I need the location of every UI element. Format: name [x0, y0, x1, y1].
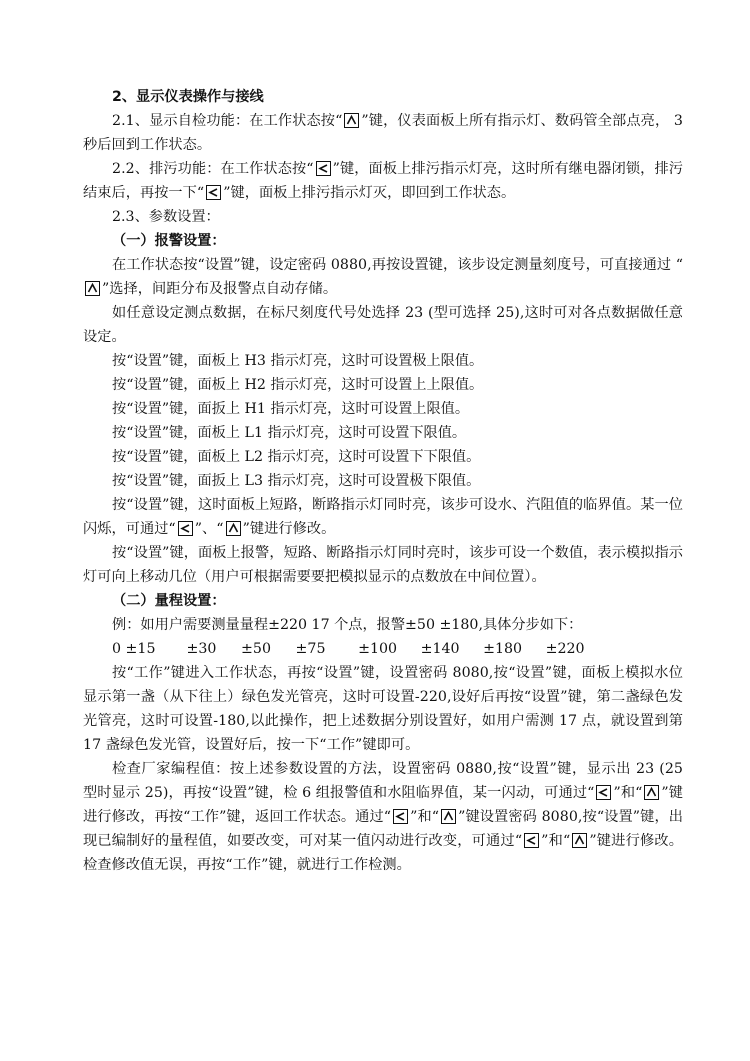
alarm-paragraph-4: 按“设置”键，面板上报警，短路、断路指示灯同时亮时，该步可设一个数值，表示模拟指示灯可向上移动几位（用户可根据需要要把模拟显示的点数放在中间位置）。: [83, 545, 683, 585]
range-p2-text-a: 检查厂家编程值：按上述参数设置的方法，设置密码 0880,按“设置”键，显示出 23 (25 型时显示 25)，再按“设置”键，检 6 组报警值和水阻临界值，某一闪动，可通过“: [83, 761, 683, 801]
document-content: [83, 85, 683, 877]
alarm-paragraph-3: [83, 493, 683, 541]
range-p2-text-e: ”键设置密码 8080,按“设置”键，出现已编制好的量程值，如要改变，可对某一值闪动进行改变，可通过“: [83, 809, 683, 849]
range-p2-text-f: ”和“: [541, 833, 571, 849]
alarm-line-l2: 按“设置”键，面板上 L2 指示灯亮，这时可设置下下限值。: [112, 449, 481, 465]
range-value: ±50: [241, 641, 271, 657]
alarm-paragraph-1: [83, 253, 683, 301]
range-paragraph-2: [83, 757, 683, 877]
range-setting-title: [83, 589, 683, 613]
alarm-paragraph-2: 如任意设定测点数据，在标尺刻度代号处选择 23 (型可选择 25),这时可对各点数据做任意设定。: [83, 305, 683, 345]
up-arrow-key-icon: [85, 281, 100, 296]
left-arrow-key-icon: [178, 521, 193, 536]
alarm-line-h3: 按“设置”键，面板上 H3 指示灯亮，这时可设置极上限值。: [112, 353, 484, 369]
range-value: ±75: [295, 641, 326, 657]
up-arrow-key-icon: [644, 785, 659, 800]
range-value: ±140: [420, 641, 460, 657]
self-test-text-b: ”键，仪表面板上所有指示灯、数码管全部点亮， 3 秒后回到工作状态。: [83, 113, 683, 153]
left-arrow-key-icon: [316, 161, 331, 176]
up-arrow-key-icon: [572, 833, 587, 848]
alarm-p1-text-a: 在工作状态按“设置”键，设定密码 0880,再按设置键，该步设定测量刻度号，可直接通过 “: [112, 257, 683, 273]
self-test-text-a: 2.1、显示自检功能：在工作状态按“: [112, 113, 343, 129]
paragraph-self-test: [83, 109, 683, 157]
alarm-title-text: （一）报警设置：: [112, 233, 226, 249]
up-arrow-key-icon: [226, 521, 241, 536]
up-arrow-key-icon: [441, 809, 456, 824]
alarm-p3-text-b: ”、“: [194, 521, 224, 537]
range-p2-text-b: ”和“: [613, 785, 643, 801]
alarm-line-l1: 按“设置”键，面板上 L1 指示灯亮，这时可设置下限值。: [112, 425, 467, 441]
left-arrow-key-icon: [206, 185, 221, 200]
drain-text-b: ”键，面板上排污指示灯亮，这时所有继电器闭锁，排污结束后，再按一下“: [83, 161, 683, 201]
left-arrow-key-icon: [393, 809, 408, 824]
range-value: ±30: [186, 641, 217, 657]
range-p2-text-c: ”键进行修改，再按“工作”键，返回工作状态。通过“: [83, 785, 683, 825]
range-value: ±100: [358, 641, 398, 657]
range-p2-text-g: ”键进行修改。检查修改值无误，再按“工作”键，就进行工作检测。: [83, 833, 684, 873]
alarm-p3-text-a: 按“设置”键，这时面板上短路，断路指示灯同时亮，该步可设水、汽阻值的临界值。某一位闪烁，可通过“: [83, 497, 683, 537]
alarm-line-l3: 按“设置”键，面扳上 L3 指示灯亮，这时可设置极下限值。: [112, 473, 481, 489]
range-title-text: （二）量程设置：: [112, 593, 226, 609]
alarm-line-h2: 按“设置”键，面板上 H2 指示灯亮，这时可设置上上限值。: [112, 377, 484, 393]
drain-text-a: 2.2、排污功能：在工作状态按“: [112, 161, 314, 177]
left-arrow-key-icon: [596, 785, 611, 800]
alarm-setting-title: [83, 229, 683, 253]
alarm-p3-text-c: ”键进行修改。: [242, 521, 336, 537]
range-example: 例：如用户需要测量量程±220 17 个点，报警±50 ±180,具体分步如下：: [112, 617, 583, 633]
range-p2-text-d: ”和“: [410, 809, 440, 825]
range-value: ±220: [545, 641, 585, 657]
paragraph-drain: [83, 157, 683, 205]
param-setting-title: 2.3、参数设置：: [112, 209, 220, 225]
range-value: ±180: [483, 641, 523, 657]
drain-text-c: ”键，面板上排污指示灯灭，即回到工作状态。: [223, 185, 516, 201]
section-title: 2、显示仪表操作与接线: [112, 89, 264, 105]
left-arrow-key-icon: [524, 833, 539, 848]
up-arrow-key-icon: [344, 113, 359, 128]
range-values-row: [83, 637, 683, 661]
alarm-line-h1: 按“设置”键，面扳上 H1 指示灯亮，这时可设置上限值。: [112, 401, 470, 417]
alarm-p1-text-b: ”选择，间距分布及报警点自动存储。: [102, 281, 338, 297]
range-value: 0 ±15: [112, 641, 156, 657]
range-paragraph-1: 按“工作”键进入工作状态，再按“设置”键，设置密码 8080,按“设置”键，面板上模拟水位显示第一盏（从下往上）绿色发光管亮，这时可设置-220,设好后再按“设置”键，第二盏绿色发光管亮，这时可设置-180,以此操作，把上述数据分别设置好，如用户需测 17 点，就设置到第 17 盏绿色发光管，设置好后，按一下“工作”键即可。: [83, 665, 683, 753]
